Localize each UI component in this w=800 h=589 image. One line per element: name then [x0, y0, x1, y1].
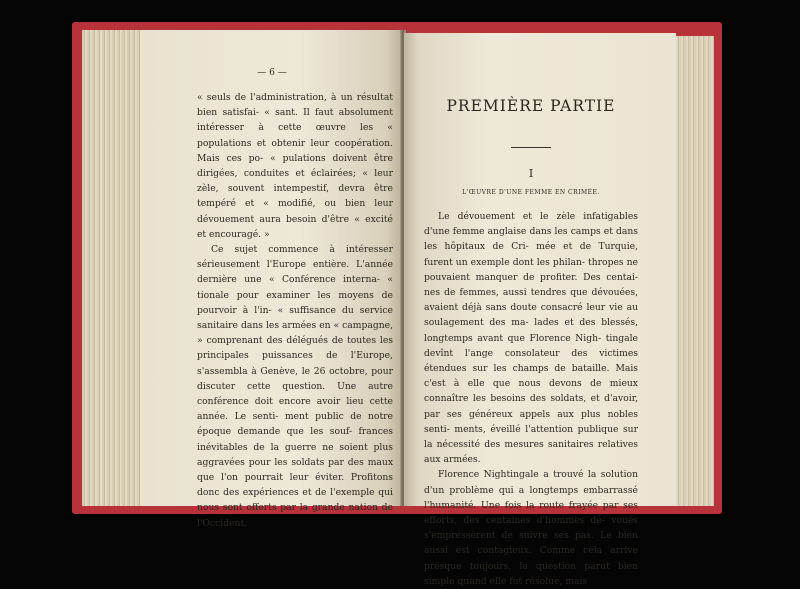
paragraph: « seuls de l'administration, à un résultat bien satisfai- « sant. Il faut absolument intéresser à cette œuvre les « populations et obtenir leur coopération. Mais ces po- « pulations doivent être dirigées, conduites et éclairées; « leur zèle, souvent intempestif, devra être tempéré et « modifié, ou bien leur dévouement aura besoin d'être « excité et encouragé. »: [197, 92, 393, 240]
chapter-title: L'ŒUVRE D'UNE FEMME EN CRIMÉE.: [462, 189, 600, 196]
chapter-number: I: [528, 167, 534, 180]
page-edges-left: [82, 30, 146, 506]
left-page: [140, 30, 404, 529]
page-edges-right: [676, 36, 714, 506]
left-page-text: [197, 90, 393, 531]
title-rule: [511, 147, 551, 148]
part-title: PREMIÈRE PARTIE: [446, 97, 616, 115]
paragraph: Florence Nightingale a trouvé la solution d'un problème qui a longtemps embarrassé l'humanité. Une fois la route frayée par ses efforts, des centaines d'hommes dé- voués s'empressèrent de suivre ses pas. Le bien aussi est contagieux. Comme cela arrive presque toujours, la question parut bien simple quand elle fut résolue, mais: [424, 469, 638, 587]
paragraph: Le dévouement et le zèle infatigables d'une femme anglaise dans les camps et dans les hôpitaux de Cri- mée et de Turquie, furent un exemple dont les philan- thropes ne pouvaient manquer de profiter. Des centai- nes de femmes, aussi tendres que dévouées, avaient déjà sans doute consacré leur vie au soulagement des ma- lades et des blessés, longtemps avant que Florence Nigh- tingale devînt l'ange consolateur des victimes étendues sur les champs de bataille. Mais c'est à elle que nous devons de mieux connaître les besoins des soldats, et d'avoir, par ses généreux appels aux plus nobles senti- ments, éveillé l'attention publique sur la nécessité des mesures sanitaires relatives aux armées.: [424, 211, 638, 466]
right-page-text: [424, 209, 638, 589]
paragraph: Ce sujet commence à intéresser sérieusement l'Europe entière. L'année dernière une « Conférence interna- « tionale pour examiner les moyens de pourvoir à l'in- « suffisance du service sanitaire dans les armées en « campagne, » comprenant des délégués de toutes les principales puissances de l'Europe, s'assembla à Genève, le 26 octobre, pour discuter cette question. Une autre conférence doit encore avoir lieu cette année. Le senti- ment public de notre époque demande que les souf- frances inévitables de la guerre ne soient plus aggravées pour les soldats par des maux que l'on pourrait leur éviter. Profitons donc des expériences et de l'exemple qui nous sont offerts par la grande nation de l'Occident.: [197, 244, 393, 529]
right-page: [404, 33, 676, 587]
page-number: — 6 —: [257, 68, 287, 78]
